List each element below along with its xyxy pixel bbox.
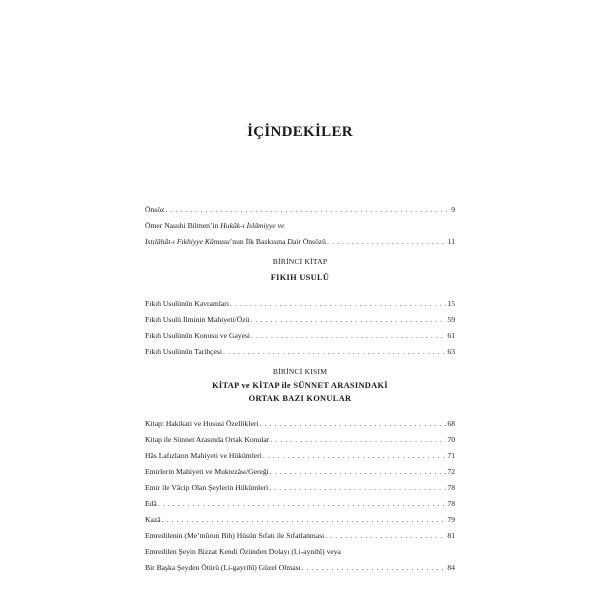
dot-leader [250, 312, 446, 328]
page-title: İÇİNDEKİLER [247, 124, 353, 140]
toc-entry-label: Kitap ile Sünnet Arasında Ortak Konular [145, 435, 270, 444]
toc-entry-label: Kazâ [145, 515, 161, 524]
toc-entry[interactable] [145, 560, 455, 576]
toc-entry[interactable] [145, 202, 455, 218]
toc-entry-label: Hâs Lafızların Mahiyeti ve Hükümleri [145, 451, 262, 460]
toc-entry[interactable] [145, 296, 455, 312]
book-label: BİRİNCİ KİTAP [272, 257, 328, 266]
toc-entry-label: Kitap: Hakikati ve Hususi Özellikleri [145, 419, 259, 428]
toc-entry-label: Emir ile Vâcip Olan Şeylerin Hükümleri [145, 483, 269, 492]
toc-entry[interactable] [145, 480, 455, 496]
dot-leader [263, 448, 447, 464]
toc-entry[interactable] [145, 448, 455, 464]
toc-entry-continued[interactable] [145, 218, 455, 234]
dot-leader [165, 202, 450, 218]
toc-entry-page: 11 [447, 237, 455, 246]
toc-entry-label-italic: Hukûk-ı İslâmiyye ve [220, 221, 285, 230]
book-entries-list [145, 296, 455, 360]
dot-leader [302, 560, 447, 576]
toc-entry-page: 81 [447, 531, 455, 540]
toc-entry-page: 15 [447, 299, 455, 308]
dot-leader [251, 328, 446, 344]
toc-entry-label-part: Ömer Nasuhi Bilmen’in [145, 221, 221, 230]
toc-entry-page: 72 [447, 467, 455, 476]
book-title: FIKIH USULÜ [270, 273, 330, 282]
dot-leader [259, 416, 446, 432]
toc-entry[interactable] [145, 312, 455, 328]
toc-entry-label-part: ’nun İlk Baskısına Dair Önsözü [229, 237, 326, 246]
toc-entry[interactable] [145, 344, 455, 360]
toc-entry[interactable] [145, 528, 455, 544]
toc-entry-label: Edâ [145, 499, 157, 508]
toc-entry-page: 78 [447, 499, 455, 508]
toc-entry-label: Fıkıh Usulü İlminin Mahiyeti/Özü [145, 315, 250, 324]
toc-entry-label: Önsöz [145, 205, 165, 214]
toc-entry[interactable] [145, 234, 455, 250]
toc-entry[interactable] [145, 416, 455, 432]
toc-entry-page: 9 [451, 205, 455, 214]
dot-leader [269, 480, 446, 496]
toc-entry-page: 63 [447, 347, 455, 356]
toc-entry-label: Fıkıh Usulünün Konusu ve Gayesi [145, 331, 251, 340]
toc-entry-page: 78 [447, 483, 455, 492]
part-entries-list [145, 416, 455, 576]
toc-entry[interactable] [145, 328, 455, 344]
part-label: BİRİNCİ KISIM [272, 367, 328, 376]
dot-leader [158, 496, 447, 512]
dot-leader [325, 528, 446, 544]
toc-entry-page: 68 [447, 419, 455, 428]
toc-entry-continued[interactable] [145, 544, 455, 560]
toc-entry-page: 59 [447, 315, 455, 324]
dot-leader [162, 512, 447, 528]
toc-entry-page: 84 [447, 563, 455, 572]
toc-entry[interactable] [145, 464, 455, 480]
toc-entry[interactable] [145, 512, 455, 528]
dot-leader [230, 296, 446, 312]
toc-entry-page: 61 [447, 331, 455, 340]
toc-entry-label: Fıkıh Usulünün Kavramları [145, 299, 229, 308]
toc-entry[interactable] [145, 496, 455, 512]
toc-entry-label: Bir Başka Şeyden Ötürü (Li-gayrihî) Güzel Olması [145, 563, 301, 572]
dot-leader [223, 344, 446, 360]
toc-entry-page: 71 [447, 451, 455, 460]
toc-entry-label [145, 234, 326, 250]
part-title-line2: ORTAK BAZI KONULAR [248, 394, 352, 403]
toc-entry-label: Emirlerin Mahiyeti ve Muktezâsı/Gereği [145, 467, 269, 476]
toc-entry-page: 79 [447, 515, 455, 524]
dot-leader [270, 464, 447, 480]
toc-entry-label: Fıkıh Usulünün Tarihçesi [145, 347, 222, 356]
front-matter-list [145, 202, 455, 250]
toc-entry-page: 70 [447, 435, 455, 444]
dot-leader [327, 234, 447, 250]
dot-leader [270, 432, 446, 448]
part-title-line1: KİTAP ve KİTAP ile SÜNNET ARASINDAKİ [212, 381, 388, 390]
toc-entry-label: Emredilenin (Me’mûrun Bih) Hüsün Sıfatı ile Sıfatlanması [145, 531, 325, 540]
toc-entry-label: Emredilen Şeyin Bizzat Kendi Özünden Dolayı (Li-aynihî) veya [145, 547, 341, 556]
toc-entry[interactable] [145, 432, 455, 448]
toc-entry-label-italic: Istılâhât-ı Fıkhiyye Kâmusu [145, 237, 230, 246]
